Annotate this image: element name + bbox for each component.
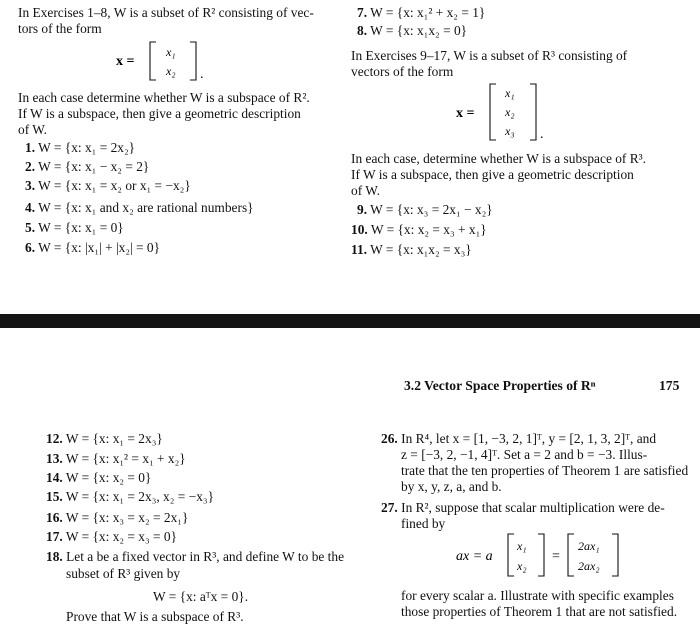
- exercise-text: W = {x: x₁² = x₁ + x₂}: [65, 451, 186, 466]
- intro-line-1: In Exercises 9–17, W is a subset of R³ consisting of: [351, 48, 628, 63]
- exercise-9: [357, 202, 493, 218]
- vector-entry-2: x₂: [505, 105, 515, 119]
- exercise-26-line-2: z = [−3, 2, −1, 4]ᵀ. Set a = 2 and b = −3. Illus-: [401, 447, 648, 462]
- exercise-1: [25, 140, 135, 156]
- exercise-26-line-3: trate that the ten properties of Theorem 1 are satisfied: [401, 463, 689, 478]
- page-number: 175: [659, 378, 680, 393]
- exercise-text: W = {x: x₁ = 2x₃}: [65, 431, 163, 446]
- exercise-number: 7.: [357, 5, 368, 20]
- instruction-line-1: In each case determine whether W is a subspace of R².: [18, 90, 310, 105]
- formula-result-1: 2ax₁: [578, 539, 600, 553]
- exercise-17: [46, 529, 177, 545]
- exercise-text: W = {x: x₁ = x₂ or x₁ = −x₂}: [38, 178, 191, 193]
- exercise-26-line-4: by x, y, z, a, and b.: [401, 479, 502, 494]
- exercise-27-line-1: [381, 500, 665, 516]
- exercise-18-prove: Prove that W is a subspace of R³.: [66, 609, 244, 624]
- instruction-line-3: of W.: [351, 183, 381, 198]
- formula-result-2: 2ax₂: [578, 559, 600, 573]
- exercise-number: 6.: [25, 240, 36, 255]
- exercise-14: [46, 470, 151, 486]
- exercise-15: [46, 489, 214, 505]
- exercise-text: W = {x: x₁ = 0}: [38, 220, 124, 235]
- exercise-text: W = {x: x₂ = x₃ + x₁}: [370, 222, 487, 237]
- exercise-16: [46, 510, 188, 526]
- exercise-text: W = {x: x₂ = x₃ = 0}: [65, 529, 178, 544]
- exercise-text: W = {x: x₁ − x₂ = 2}: [38, 159, 150, 174]
- exercise-11: [351, 242, 472, 258]
- exercise-number: 17.: [46, 529, 63, 544]
- instruction-line-3: of W.: [18, 122, 48, 137]
- formula-equals: =: [552, 549, 560, 564]
- exercise-26-line-1: [381, 431, 656, 447]
- exercise-number: 1.: [25, 140, 36, 155]
- vector-entry-1: x₁: [505, 86, 515, 100]
- exercise-10: [351, 222, 487, 238]
- exercise-18-line-2: subset of R³ given by: [66, 566, 181, 581]
- exercise-number: 12.: [46, 431, 63, 446]
- intro-line-1: In Exercises 1–8, W is a subset of R² consisting of vec-: [18, 5, 314, 20]
- scalar-multiplication-formula: [450, 530, 690, 582]
- exercise-8: [357, 23, 467, 39]
- vector-entry-1: x₁: [166, 45, 176, 59]
- exercise-number: 14.: [46, 470, 63, 485]
- exercise-7: [357, 5, 485, 21]
- exercise-5: [25, 220, 124, 236]
- vector-entry-2: x₂: [166, 64, 176, 78]
- exercise-text: W = {x: x₁² + x₂ = 1}: [370, 5, 486, 20]
- exercise-text: W = {x: x₁ and x₂ are rational numbers}: [38, 200, 254, 215]
- vector-dot: .: [540, 127, 544, 142]
- exercise-27-tail-1: for every scalar a. Illustrate with specific examples: [401, 588, 674, 603]
- formula-entry-2: x₂: [517, 559, 527, 573]
- exercise-number: 26.: [381, 431, 398, 446]
- exercise-27-tail-2: those properties of Theorem 1 that are not satisfied.: [401, 604, 678, 619]
- page-separator-band: [0, 314, 700, 328]
- exercise-2: [25, 159, 149, 175]
- instruction-line-2: If W is a subspace, then give a geometric description: [18, 106, 301, 121]
- exercise-number: 10.: [351, 222, 368, 237]
- exercise-text: W = {x: |x₁| + |x₂| = 0}: [38, 240, 161, 255]
- vector-dot: .: [200, 67, 204, 82]
- intro-line-2: tors of the form: [18, 21, 102, 36]
- exercise-number: 11.: [351, 242, 367, 257]
- exercise-text: In R², suppose that scalar multiplication were de-: [401, 500, 665, 515]
- exercise-3: [25, 178, 191, 194]
- exercise-18-formula: W = {x: aᵀx = 0}.: [153, 589, 249, 604]
- exercise-number: 2.: [25, 159, 36, 174]
- exercise-4: [25, 200, 254, 216]
- exercise-text: W = {x: x₃ = x₂ = 2x₁}: [65, 510, 189, 525]
- exercise-number: 8.: [357, 23, 368, 38]
- vector-lhs: x =: [456, 106, 475, 121]
- exercise-number: 27.: [381, 500, 398, 515]
- exercise-number: 4.: [25, 200, 36, 215]
- column-vector-r3: [450, 80, 560, 144]
- exercise-number: 13.: [46, 451, 63, 466]
- exercise-27-line-2: fined by: [401, 516, 446, 531]
- exercise-text: W = {x: x₁ = 2x₂}: [38, 140, 136, 155]
- exercise-text: W = {x: x₁ = 2x₃, x₂ = −x₃}: [65, 489, 215, 504]
- exercise-number: 5.: [25, 220, 36, 235]
- formula-lhs: ax = a: [456, 549, 493, 564]
- exercise-number: 15.: [46, 489, 63, 504]
- exercise-text: In R⁴, let x = [1, −3, 2, 1]ᵀ, y = [2, 1, 3, 2]ᵀ, and: [401, 431, 657, 446]
- exercise-text: W = {x: x₃ = 2x₁ − x₂}: [370, 202, 493, 217]
- column-vector-r2: [110, 38, 220, 84]
- vector-entry-3: x₃: [505, 124, 515, 138]
- exercise-18-line-1: [46, 549, 344, 565]
- exercise-number: 3.: [25, 178, 36, 193]
- intro-line-2: vectors of the form: [351, 64, 454, 79]
- exercise-text: W = {x: x₁x₂ = 0}: [370, 23, 468, 38]
- exercise-text: Let a be a fixed vector in R³, and define W to be the: [66, 549, 345, 564]
- exercise-text: W = {x: x₂ = 0}: [65, 470, 152, 485]
- exercise-13: [46, 451, 186, 467]
- formula-entry-1: x₁: [517, 539, 527, 553]
- exercise-text: W = {x: x₁x₂ = x₃}: [370, 242, 472, 257]
- vector-lhs: x =: [116, 54, 135, 69]
- instruction-line-1: In each case, determine whether W is a subspace of R³.: [351, 151, 647, 166]
- exercise-number: 9.: [357, 202, 368, 217]
- exercise-number: 16.: [46, 510, 63, 525]
- exercise-12: [46, 431, 163, 447]
- section-title: 3.2 Vector Space Properties of Rⁿ: [404, 378, 596, 393]
- exercise-number: 18.: [46, 549, 63, 564]
- exercise-6: [25, 240, 160, 256]
- instruction-line-2: If W is a subspace, then give a geometric description: [351, 167, 634, 182]
